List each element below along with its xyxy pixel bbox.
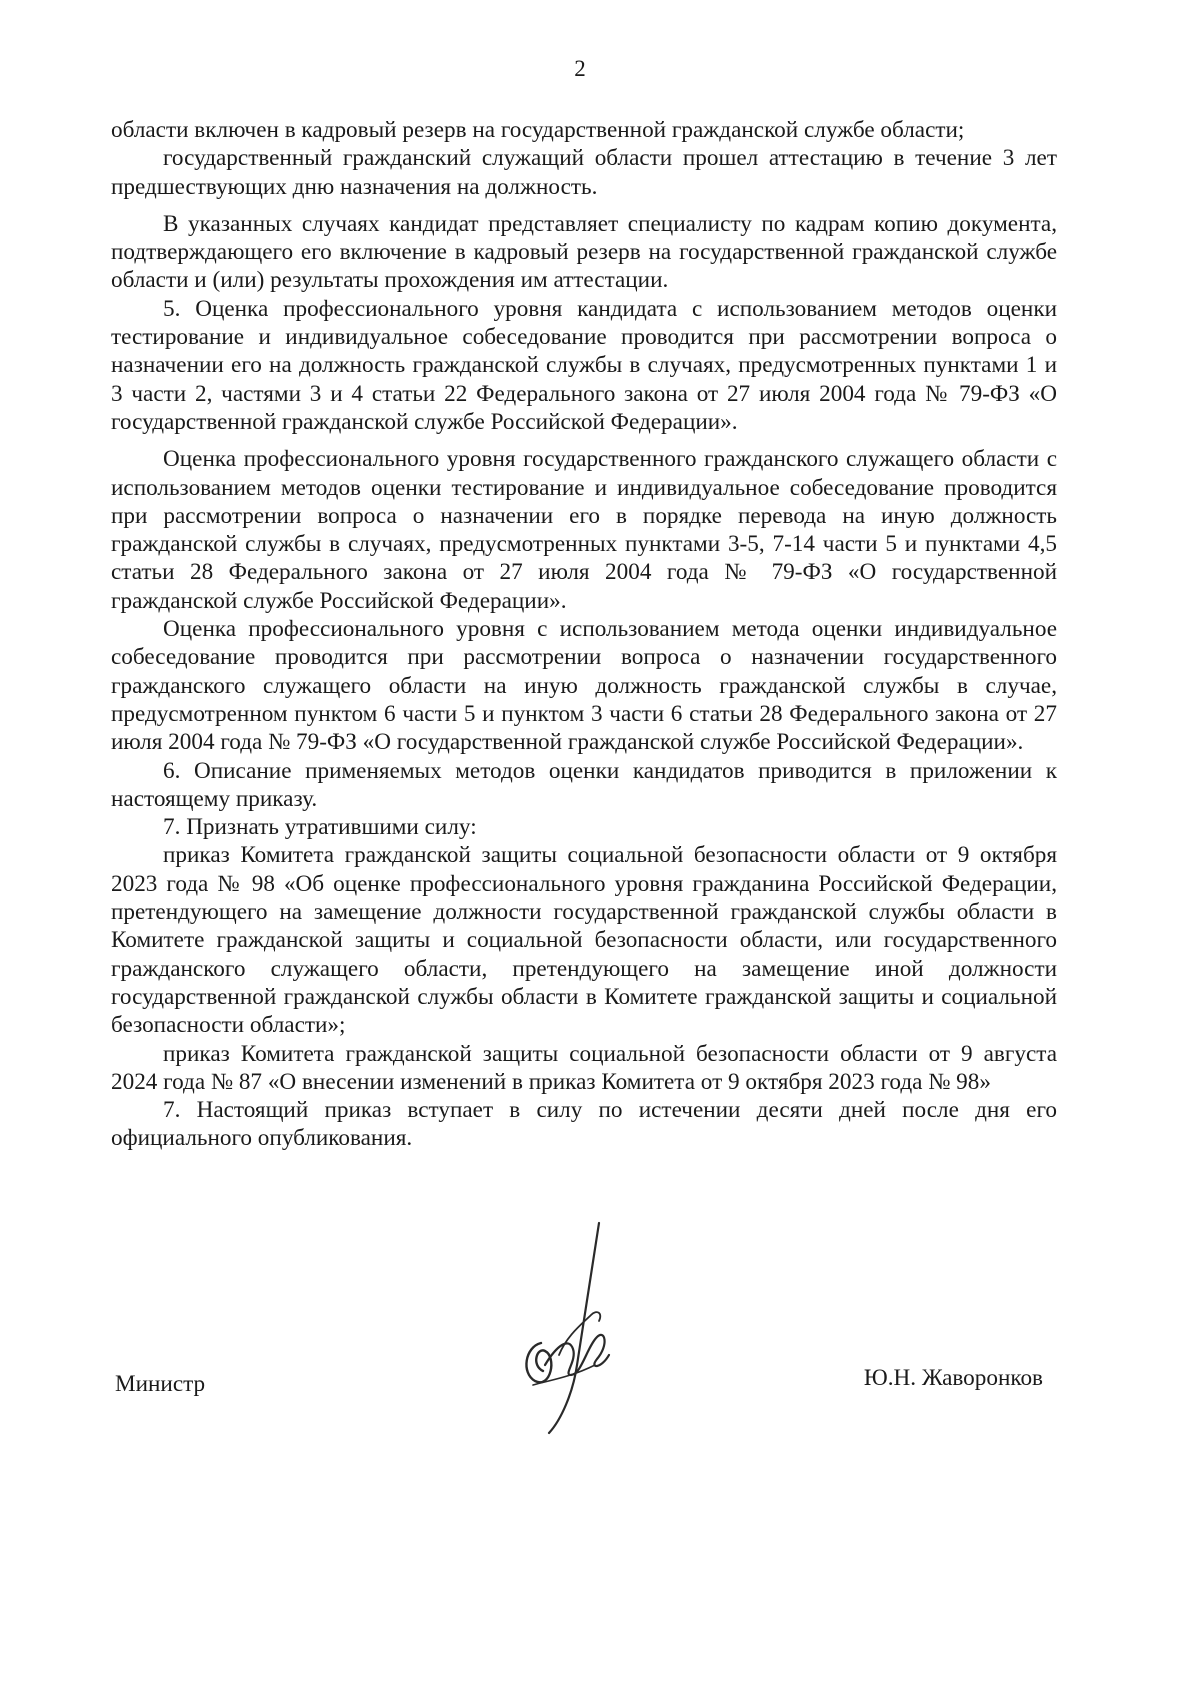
handwritten-signature-icon — [511, 1215, 641, 1440]
paragraph-interview-evaluation: Оценка профессионального уровня с использованием метода оценки индивидуальное собеседование проводится при рассмотрении вопроса о назначении государственного гражданского служащего области на иную должность гражданской службы в случае, предусмотренном пунктом 6 части 5 и пунктом 3 части 6 статьи 28 Федерального закона от 27 июля 2004 года № 79-ФЗ «О государственной гражданской службе Российской Федерации». — [111, 616, 1057, 756]
paragraph-documents: В указанных случаях кандидат представляет специалисту по кадрам копию документа, подтверждающего его включение в кадровый резерв на государственной гражданской службе области и (или) результаты прохождения им аттестации. — [111, 210, 1057, 294]
paragraph-repealed-order-98: приказ Комитета гражданской защиты социальной безопасности области от 9 октября 2023 года № 98 «Об оценке профессионального уровня гражданина Российской Федерации, претендующего на замещение должности государственной гражданской службы области в Комитете гражданской защиты и социальной безопасности области, или государственного гражданского служащего области, претендующего на замещение иной должности государственной гражданской службы области в Комитете гражданской защиты и социальной безопасности области»; — [111, 842, 1057, 1039]
signature-block — [111, 1335, 1057, 1455]
paragraph-continuation: области включен в кадровый резерв на государственной гражданской службе области; — [111, 117, 965, 143]
page-number: 2 — [574, 56, 586, 81]
paragraph-item-7-header: 7. Признать утратившими силу: — [163, 814, 477, 841]
paragraph-item-5: 5. Оценка профессионального уровня кандидата с использованием методов оценки тестирование и индивидуальное собеседование проводится при рассмотрении вопроса о назначении его на должность гражданской службы в случаях, предусмотренных пунктами 1 и 3 части 2, частями 3 и 4 статьи 22 Федерального закона от 27 июля 2004 года № 79-ФЗ «О государственной гражданской службе Российской Федерации». — [111, 295, 1057, 435]
document-body — [111, 116, 1057, 1153]
paragraph-attestation: государственный гражданский служащий области прошел аттестацию в течение 3 лет предшествующих дню назначения на должность. — [111, 145, 1057, 200]
paragraph-item-6: 6. Описание применяемых методов оценки кандидатов приводится в приложении к настоящему приказу. — [111, 757, 1057, 812]
signer-name: Ю.Н. Жаворонков — [863, 1365, 1043, 1391]
paragraph-repealed-order-87: приказ Комитета гражданской защиты социальной безопасности области от 9 августа 2024 года № 87 «О внесении изменений в приказ Комитета от 9 октября 2023 года № 98» — [111, 1040, 1057, 1095]
paragraph-transfer-evaluation: Оценка профессионального уровня государственного гражданского служащего области с использованием методов оценки тестирование и индивидуальное собеседование проводится при рассмотрении вопроса о назначении его в порядке перевода на иную должность гражданской службы в случаях, предусмотренных пунктами 3-5, 7-14 части 5 и пунктами 4,5 статьи 28 Федерального закона от 27 июля 2004 года № 79-ФЗ «О государственной гражданской службе Российской Федерации». — [111, 446, 1057, 614]
signer-position: Министр — [115, 1371, 206, 1397]
paragraph-entry-into-force: 7. Настоящий приказ вступает в силу по истечении десяти дней после дня его официального опубликования. — [111, 1097, 1057, 1152]
